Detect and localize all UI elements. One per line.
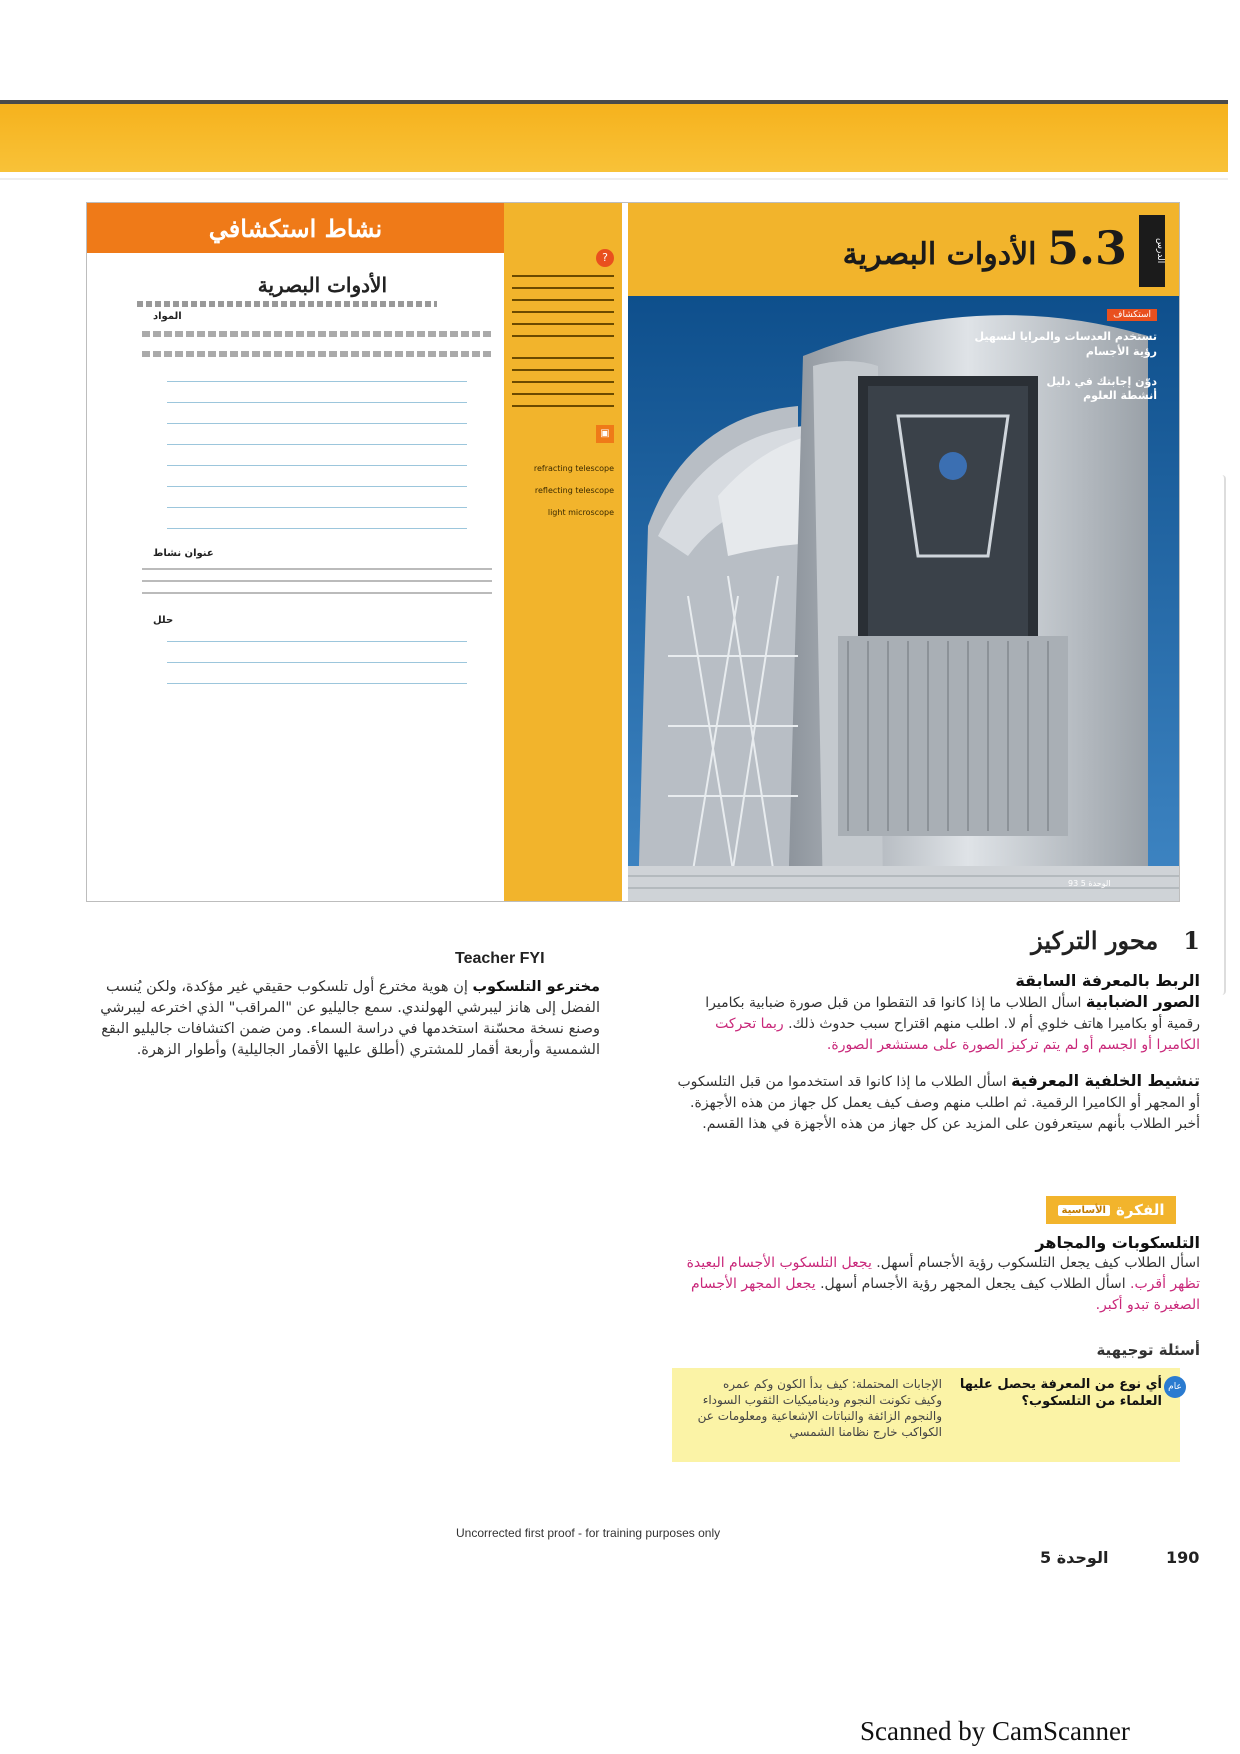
- blurry-photos-answer: ربما تحركت الكاميرا أو الجسم أو لم يتم تركيز الصورة على مستشعر الصورة.: [715, 1016, 1200, 1053]
- background-paragraph: [670, 1070, 1200, 1135]
- activity-title: اﻷدوات اﻟﺒﺼﺮﻳﺔ: [257, 273, 387, 297]
- fyi-bold-title: مخترعو التلسكوب: [472, 979, 600, 995]
- lesson-tab: الدرس: [1139, 215, 1165, 287]
- teacher-fyi-body: [100, 977, 600, 1061]
- lesson-title-text: الأدوات البصرية: [842, 237, 1037, 272]
- guiding-answer: الإجابات المحتملة: كيف بدأ الكون وكم عمره وكيف تكونت النجوم وديناميكيات الثقوب السوداء والنجوم الزائفة والنباتات الإشعاعية ومعلومات عن الكواكب خارج نظامنا الشمسي: [697, 1377, 942, 1439]
- general-level-icon: عام: [1164, 1376, 1186, 1398]
- proof-notice: Uncorrected first proof - for training purposes only: [456, 1526, 721, 1540]
- main-idea-small: الأساسية: [1058, 1205, 1110, 1216]
- resources-block: [512, 353, 614, 413]
- lesson-opener: [628, 203, 1179, 901]
- guiding-questions-heading: أسئلة توجيهية: [1096, 1341, 1200, 1359]
- main-idea-badge: [1046, 1196, 1176, 1224]
- textbook-spread-thumbnail: [86, 202, 1180, 902]
- copyright-vertical-text: [125, 603, 135, 863]
- background-heading: تنشيط الخلفية المعرفية: [1011, 1071, 1200, 1090]
- explore-tag: استكشاف: [1107, 309, 1157, 321]
- guiding-question-box: [672, 1368, 1180, 1462]
- materials-label: اﻟﻤﻮاد: [153, 311, 182, 322]
- procedure-text: [142, 565, 492, 595]
- answer-lines-top: [167, 381, 467, 549]
- fyi-text: إن هوية مخترع أول تلسكوب حقيقي غير مؤكدة، ولكن يُنسب الفضل إلى هانز ليبرشي الهولندي. سمع جاليليو عن "المراقب" الذي اخترعه ليبرشي وصنع نسخة محسّنة استخدمها في دراسة السماء. ومن ضمن اكتشافات جاليليو البقع الشمسية وأربعة أقمار للمشتري (أطلق عليها الأقمار الجاليلية) وأطوار الزهرة.: [100, 979, 600, 1058]
- procedure-line-2: [142, 351, 492, 357]
- blurry-photos-text: اسأل الطلاب ما إذا كانوا قد التقطوا من قبل صورة ضبابية بكاميرا رقمية أو بكاميرا هاتف خلوي أم لا. اطلب منهم اقتراح سبب حدوث ذلك.: [705, 995, 1200, 1032]
- activity-subtitle: [137, 301, 437, 307]
- main-idea-a2: يجعل المجهر الأجسام الصغيرة تبدو أكبر.: [691, 1276, 1200, 1313]
- page-edge-shadow: [1218, 475, 1226, 995]
- question-block: [512, 249, 614, 341]
- teacher-fyi-heading: Teacher FYI: [455, 950, 545, 967]
- link-item-1[interactable]: refracting telescope: [533, 464, 614, 473]
- media-block: [512, 425, 614, 519]
- section-title-text: محور التركيز: [1031, 926, 1159, 955]
- page-number: 190: [1166, 1548, 1200, 1567]
- media-icon: ▣: [596, 425, 614, 443]
- procedure-label: ﻋﻨﻮان ﻧﺸﺎط: [153, 548, 214, 559]
- link-item-3[interactable]: light microscope: [547, 508, 614, 517]
- procedure-line-1: [142, 331, 492, 337]
- unit-label: الوحدة 5: [1040, 1548, 1109, 1567]
- lesson-goal: تستخدم العدسات والمرايا لتسهيل رؤية الأجسام: [974, 330, 1157, 358]
- prior-knowledge-block: [670, 970, 1200, 1135]
- main-idea-paragraph: [670, 1253, 1200, 1316]
- lesson-note: دوّن إجابتك في دليل أنشطة العلوم: [1046, 375, 1157, 402]
- banner-divider: [0, 178, 1228, 180]
- lesson-number: 5.3: [1046, 221, 1127, 275]
- conclusion-label: ﺣﻠﻞ: [153, 615, 174, 626]
- main-idea-heading: التلسكوبات والمجاهر: [1035, 1233, 1200, 1252]
- guiding-question: أي نوع من المعرفة يحصل عليها العلماء من التلسكوب؟: [959, 1377, 1162, 1409]
- top-banner: [0, 100, 1228, 172]
- blurry-photos-paragraph: [670, 991, 1200, 1056]
- answer-lines-bottom: [167, 641, 467, 704]
- activity-header: ﻧﺸﺎط اﺳﺘﻜﺸﺎﻓﻲ: [87, 203, 504, 253]
- main-idea-block: [670, 1232, 1200, 1316]
- main-idea-q2: اسأل الطلاب كيف يجعل المجهر رؤية الأجسام أسهل.: [820, 1276, 1126, 1292]
- main-idea-a1: يجعل التلسكوب الأجسام البعيدة تظهر أقرب.: [686, 1255, 1200, 1292]
- main-idea-label: الفكرة: [1115, 1201, 1165, 1219]
- main-idea-q1: اسأل الطلاب كيف يجعل التلسكوب رؤية الأجسام أسهل.: [876, 1255, 1200, 1271]
- thumbnail-footer: الوحدة 5 93: [1068, 879, 1111, 888]
- sidebar-strip: [504, 203, 622, 901]
- background-text: اسأل الطلاب ما إذا كانوا قد استخدموا من قبل التلسكوب أو المجهر أو الكاميرا الرقمية. ثم اطلب منهم وصف كيف يعمل كل جهاز من هذه الأجهزة. أخبر الطلاب بأنهم سيتعرفون على المزيد عن كل جهاز من هذه الأجهزة في هذا القسم.: [677, 1074, 1200, 1132]
- link-item-2[interactable]: reflecting telescope: [534, 486, 614, 495]
- section-number: 1: [1183, 926, 1200, 955]
- question-icon: ?: [596, 249, 614, 267]
- focus-section-title: [980, 926, 1200, 955]
- blurry-photos-heading: الصور الضبابية: [1085, 992, 1200, 1011]
- prior-knowledge-heading: الربط بالمعرفة السابقة: [1015, 971, 1200, 990]
- lesson-title: [843, 221, 1127, 275]
- camscanner-watermark: Scanned by CamScanner: [860, 1716, 1130, 1746]
